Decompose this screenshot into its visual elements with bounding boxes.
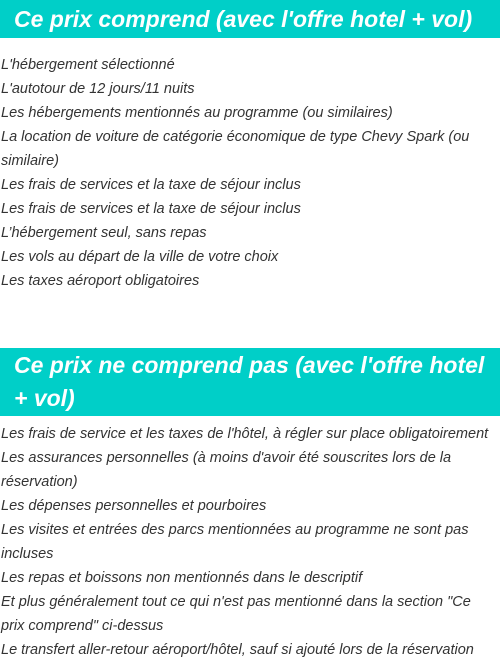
list-item: Le transfert aller-retour aéroport/hôtel, sauf si ajouté lors de la réservation bbox=[1, 642, 474, 658]
list-item: L'autotour de 12 jours/11 nuits bbox=[1, 81, 195, 97]
list-item: Les frais de services et la taxe de séjour inclus bbox=[1, 177, 301, 193]
list-item: Les frais de service et les taxes de l'hôtel, à régler sur place obligatoirement bbox=[1, 426, 489, 442]
excluded-list bbox=[0, 422, 500, 662]
list-item: Les repas et boissons non mentionnés dans le descriptif bbox=[1, 570, 363, 586]
list-item: Les taxes aéroport obligatoires bbox=[1, 273, 200, 289]
list-item: Les visites et entrées des parcs mentionnées au programme ne sont pas incluses bbox=[1, 522, 469, 562]
list-item: L'hébergement sélectionné bbox=[1, 57, 175, 73]
list-item: Les assurances personnelles (à moins d'avoir été souscrites lors de la réservation) bbox=[1, 450, 452, 490]
list-item: Les hébergements mentionnés au programme (ou similaires) bbox=[1, 105, 393, 121]
excluded-section-title: Ce prix ne comprend pas (avec l'offre hotel + vol) bbox=[0, 348, 500, 416]
list-item: L’hébergement seul, sans repas bbox=[1, 225, 207, 241]
included-section-title: Ce prix comprend (avec l'offre hotel + vol) bbox=[0, 0, 500, 38]
list-item: Et plus généralement tout ce qui n'est pas mentionné dans la section "Ce prix comprend" ci-dessus bbox=[1, 594, 471, 634]
included-list bbox=[0, 53, 500, 293]
list-item: Les vols au départ de la ville de votre choix bbox=[1, 249, 279, 265]
list-item: La location de voiture de catégorie économique de type Chevy Spark (ou similaire) bbox=[1, 129, 470, 169]
list-item: Les frais de services et la taxe de séjour inclus bbox=[1, 201, 301, 217]
list-item: Les dépenses personnelles et pourboires bbox=[1, 498, 267, 514]
